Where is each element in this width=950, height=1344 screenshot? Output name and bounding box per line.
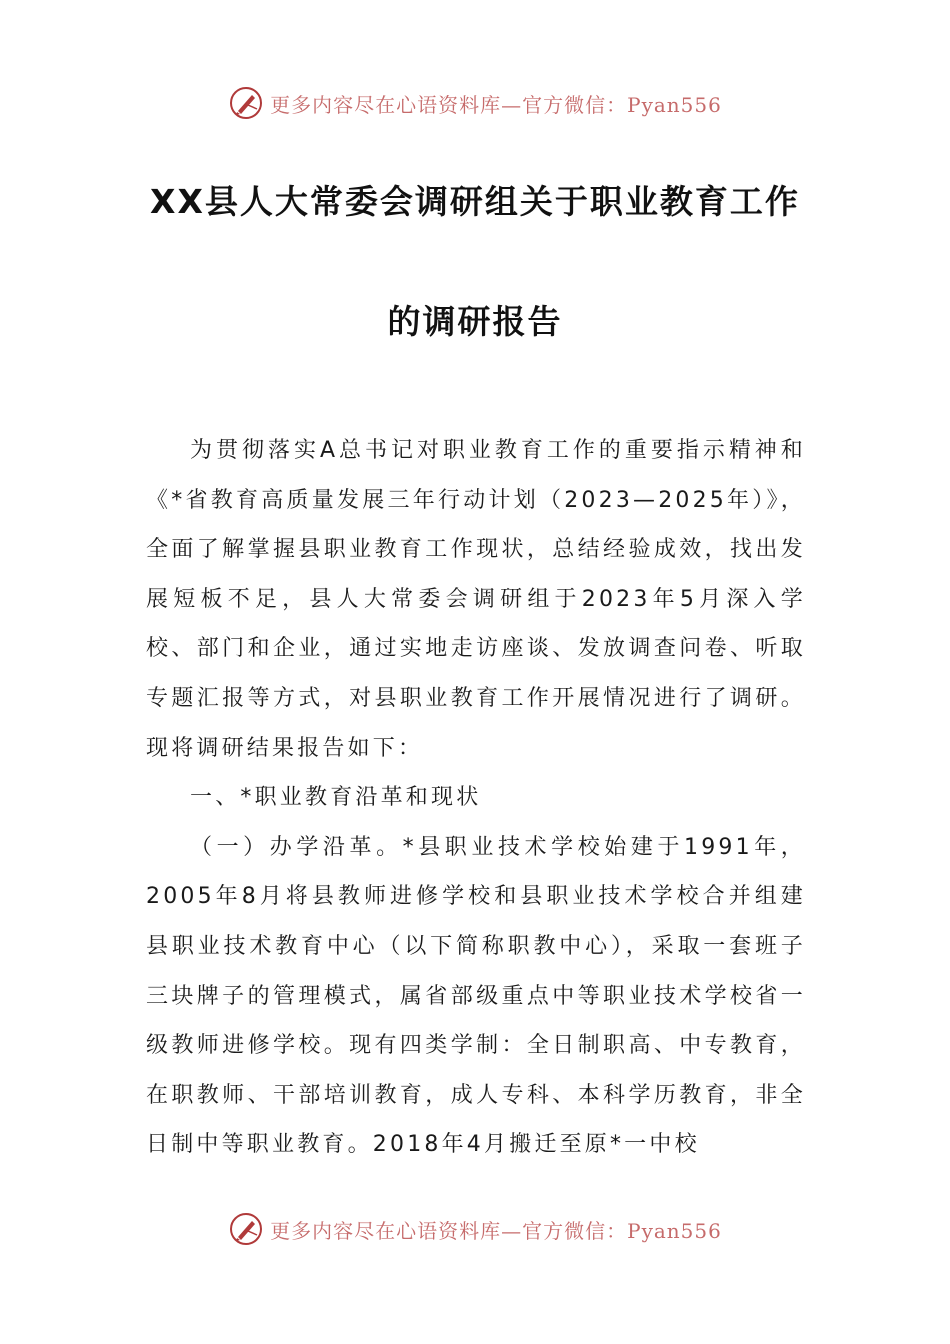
header-banner-text: 更多内容尽在心语资料库—官方微信：Pyan556 [270,92,722,117]
section-1-heading: 一、*职业教育沿革和现状 [190,785,482,811]
section-1-paragraph-1: （一）办学沿革。*县职业技术学校始建于1991年，2005年8月将县教师进修学校和县职业技术学校合并组建县职业技术教育中心（以下简称职教中心），采取一套班子三块牌子的管理模式，属省部级重点中等职业技术学校省一级教师进修学校。现有四类学制：全日制职高、中专教育，在职教师、干部培训教育，成人专科、本科学历教育，非全日制中等职业教育。2018年4月搬迁至原*一中校 [146,834,806,1158]
footer-banner-text: 更多内容尽在心语资料库—官方微信：Pyan556 [270,1218,722,1243]
pen-logo-icon [228,85,264,121]
pen-logo-icon [228,1211,264,1247]
document-title-line-1: XX县人大常委会调研组关于职业教育工作 [150,182,800,221]
intro-paragraph: 为贯彻落实A总书记对职业教育工作的重要指示精神和《*省教育高质量发展三年行动计划（2023—2025年）》，全面了解掌握县职业教育工作现状，总结经验成效，找出发展短板不足，县人大常委会调研组于2023年5月深入学校、部门和企业，通过实地走访座谈、发放调查问卷、听取专题汇报等方式，对县职业教育工作开展情况进行了调研。现将调研结果报告如下： [146,438,806,761]
footer-banner [0,1204,950,1254]
document-title-line-2: 的调研报告 [387,302,563,341]
header-banner [0,78,950,128]
document-body [146,426,806,1170]
